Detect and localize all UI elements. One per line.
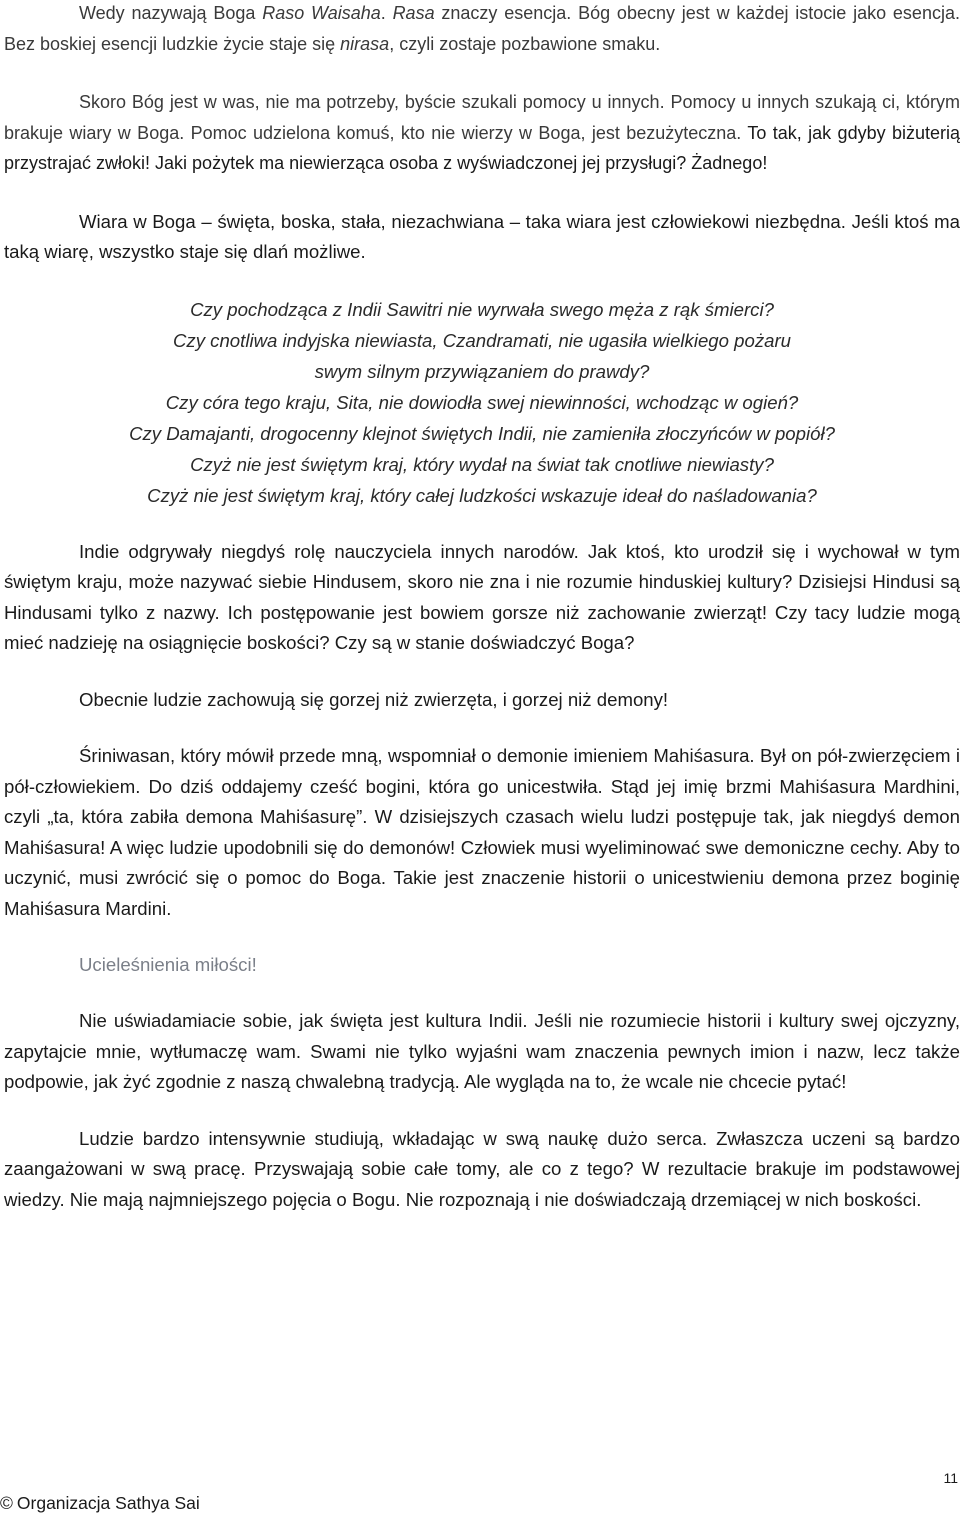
organization-name: Organizacja Sathya Sai — [16, 1493, 200, 1513]
poem-line: Czy Damajanti, drogocenny klejnot świętych Indii, nie zamieniła złoczyńców w popiół? — [129, 422, 835, 444]
document-page — [4, 0, 960, 1215]
italic-term: nirasa — [340, 33, 390, 54]
paragraph-india-teacher: Indie odgrywały niegdyś rolę nauczyciela innych narodów. Jak ktoś, kto urodził się i wychował w tym świętym kraju, może nazywać siebie Hindusem, skoro nie zna i nie rozumie hinduskiej kultury? Dzisiejsi Hindusi są Hindusami tylko z nazwy. Ich postępowanie jest bowiem gorsze niż zachowanie zwierząt! Czy tacy ludzie mogą mieć nadzieję na osiągnięcie boskości? Czy są w stanie doświadczyć Boga? — [4, 540, 960, 653]
footer-organization — [0, 1493, 200, 1514]
poem-line: Czyż nie jest świętym kraj, który całej ludzkości wskazuje ideał do naśladowania? — [147, 484, 817, 506]
paragraph-help — [4, 87, 960, 179]
text-run: znaczy esencja. Bóg obecny jest w każdej istocie jako esencja. Bez boskiej esencji ludzkie życie staje się — [4, 3, 960, 54]
italic-term: Rasa — [392, 3, 435, 23]
page-number: 11 — [943, 1470, 958, 1486]
poem — [4, 294, 960, 511]
poem-line: Czy pochodząca z Indii Sawitri nie wyrwała swego męża z rąk śmierci? — [190, 298, 774, 320]
poem-line: Czy córa tego kraju, Sita, nie dowiodła swej niewinności, wchodząc w ogień? — [165, 391, 799, 413]
copyright-icon: © — [0, 1493, 13, 1513]
paragraph-faith: Wiara w Boga – święta, boska, stała, niezachwiana – taka wiara jest człowiekowi niezbędna. Jeśli ktoś ma taką wiarę, wszystko staje się dlań możliwe. — [4, 210, 960, 262]
paragraph-culture: Nie uświadamiacie sobie, jak święta jest kultura Indii. Jeśli nie rozumiecie historii i kultury swej ojczyzny, zapytajcie mnie, wytłumaczę wam. Swami nie tylko wyjaśni wam znaczenia pewnych imion i nazw, lecz także podpowie, jak żyć zgodnie z naszą chwalebną tradycją. Ale wygląda na to, że wcale nie chcecie pytać! — [4, 1010, 960, 1092]
poem-line: Czy cnotliwa indyjska niewiasta, Czandramati, nie ugasiła wielkiego pożaru — [172, 329, 792, 351]
paragraph-study: Ludzie bardzo intensywnie studiują, wkładając w swą naukę dużo serca. Zwłaszcza uczeni są bardzo zaangażowani w swą pracę. Przyswajają sobie całe tomy, ale co z tego? W rezultacie brakuje im podstawowej wiedzy. Nie mają najmniejszego pojęcia o Bogu. Nie rozpoznają i nie doświadczają drzemiącej w nich boskości. — [4, 1127, 960, 1210]
text-run: , czyli zostaje pozbawione smaku. — [389, 33, 661, 54]
poem-line: Czyż nie jest świętym kraj, który wydał na świat tak cnotliwe niewiasty? — [190, 453, 774, 475]
paragraph-demons: Obecnie ludzie zachowują się gorzej niż zwierzęta, i gorzej niż demony! — [79, 688, 669, 710]
section-heading: Ucieleśnienia miłości! — [79, 954, 257, 975]
paragraph-raso-waisaha — [4, 0, 960, 59]
text-run: . — [380, 3, 393, 23]
text-run: Wedy nazywają Boga — [79, 3, 263, 23]
text-run: Skoro Bóg jest w was, nie ma potrzeby, byście szukali pomocy u innych. Pomocy u innych szukają ci, którym brakuje wiary w Boga. Pomoc udzielona komuś, kto nie wierzy w Boga, jest bezużyteczna. — [4, 92, 960, 143]
italic-term: Raso Waisaha — [262, 3, 381, 23]
poem-line: swym silnym przywiązaniem do prawdy? — [314, 360, 650, 382]
paragraph-mahisasura: Śriniwasan, który mówił przede mną, wspomniał o demonie imieniem Mahiśasura. Był on pół-zwierzęciem i pół-człowiekiem. Do dziś oddajemy cześć bogini, która go unicestwiła. Stąd jej imię brzmi Mahiśasura Mardhini, czyli „ta, która zabiła demona Mahiśasurę”. W dzisiejszych czasach wielu ludzi postępuje tak, jak niegdyś demon Mahiśasura! A więc ludzie upodobnili się do demonów! Człowiek musi wyeliminować swe demoniczne cechy. Aby to uczynić, musi zwrócić się o pomoc do Boga. Takie jest znaczenie historii o unicestwieniu demona przez boginię Mahiśasura Mardini. — [4, 745, 960, 919]
text-run: To tak, jak gdyby biżuterią przystrajać zwłoki! — [4, 122, 960, 173]
text-run: Jaki pożytek ma niewierząca osoba z wyświadczonej jej przysługi? Żadnego! — [150, 153, 768, 173]
